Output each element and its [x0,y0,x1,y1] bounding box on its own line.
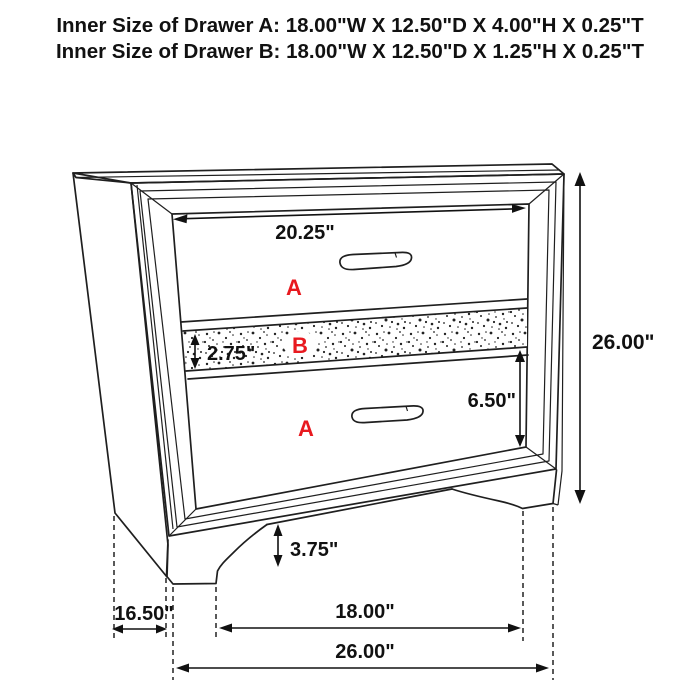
drawer-b-label: B [292,333,308,358]
dim-overall-height [575,172,655,504]
spec-header-line-drawer-b: Inner Size of Drawer B: 18.00"W X 12.50"D X 1.25"H X 0.25"T [55,40,645,63]
drawer-a-top-label: A [286,275,302,300]
drawer-a-bottom-handle [352,406,423,423]
dim-side-depth-label: 16.50" [114,603,174,625]
dim-leg-height-label: 3.75" [290,539,339,561]
dim-leg-span [219,601,521,633]
dim-overall-width [176,641,549,673]
dim-leg-height [274,524,339,567]
spec-header-line-drawer-a: Inner Size of Drawer A: 18.00"W X 12.50"D X 4.00"H X 0.25"T [56,14,644,37]
left-corner-inner-line [137,185,173,529]
left-side-panel [73,173,168,577]
drawer-a-bottom-label: A [298,416,314,441]
right-foot-side-edge [553,504,558,506]
dim-opening-width [173,204,526,244]
frame-miter-top-right [529,174,564,204]
dim-bottom-drawer-height-label: 6.50" [467,390,516,412]
drawer-a-top-handle [340,252,412,269]
dim-bottom-drawer-height [468,350,525,447]
dim-leg-span-label: 18.00" [335,601,395,623]
dim-side-depth [112,603,174,634]
dim-overall-height-label: 26.00" [592,331,655,354]
frame-miter-bottom-right [526,447,556,469]
dim-overall-width-label: 26.00" [335,641,395,663]
dashed-extension-lines [114,507,553,680]
dim-drawer-b-height-label: 2.75" [207,343,256,365]
dim-opening-width-label: 20.25" [275,222,335,244]
